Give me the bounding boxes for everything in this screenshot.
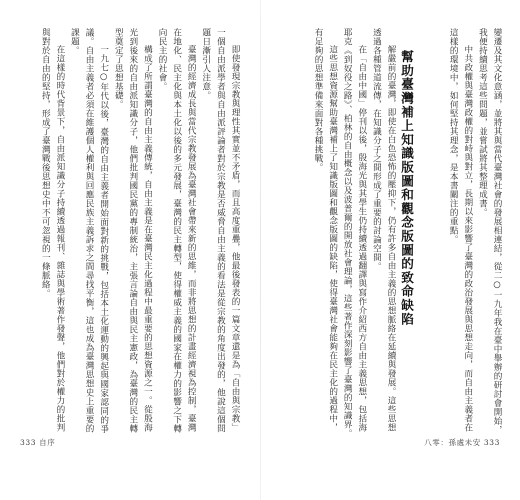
right-page-text-bottom — [278, 28, 398, 440]
paragraph: 構成了所謂臺灣的自由主義傳統，自由主義是在臺灣民主化過程中最重要的思想資源之一。從殷海光到後來的自由派知識分子，他們批判國民黨的專制統治，主張言論自由與民主憲政，為臺灣的民主轉型奠定了思想基礎。 — [113, 28, 153, 433]
paragraph: 在這樣的時代背景下，自由派知識分子持續透過報刊、雜誌與學術著作發聲，他們對於權力的批判與對於自由的堅持，形成了臺灣戰後思想史中不可忽視的一條脈絡。 — [40, 28, 65, 433]
left-page-text — [16, 28, 242, 440]
paragraph: 變遷及其文化意涵，並將其與當代臺灣社會的發展相連結，從二○一九年我在臺中舉辦的研討會開始，我便持續思考這些問題，並嘗試將其整理成書。 — [477, 28, 502, 435]
left-page — [16, 28, 242, 440]
right-page-text-top — [432, 28, 504, 440]
left-page-footer: 333 自序 — [20, 438, 56, 447]
paragraph: 即使發現宗教與理性其實並不矛盾，而且高度重疊，他最後發表的一篇文章還是為「自由與宗教」一個自由派學者與自由派評論者對於宗教是否威脅自由主義的看法是從宗教的角度出發的，他說這個問題日漸引人注意。 — [200, 28, 240, 433]
section-heading: 幫助臺灣補上知識版圖和觀念版圖的致命缺陷 — [399, 50, 414, 326]
paragraph: 這些思想資源幫助臺灣補上了知識版圖和觀念版圖的缺陷，使得臺灣社會能夠在民主化的過程中，有足夠的思想準備來面對各種挑戰。 — [313, 28, 338, 433]
paragraph: 解嚴前的臺灣，即使在白色恐怖的壓抑下，仍有許多自由主義的思想脈絡在延續與發展。這些思想透過各種管道流傳，在知識分子之間形成了重要的討論空間。 — [371, 28, 396, 433]
right-page — [278, 28, 504, 440]
paragraph: 一九七○年代以後，臺灣的自由主義者開始面對新的挑戰，包括本土化運動的興起與國家認同的爭議。自由主義者必須在維護個人權利與回應民族主義訴求之間尋找平衡，這也成為臺灣思想史上重要的課題。 — [69, 28, 109, 434]
paragraph: 在「自由中國」停刊以後，殷海光與其學生仍持續透過翻譯與寫作介紹西方自由主義思想，包括海耶克《到奴役之路》、柏林的自由概念以及波普爾的開放社會理論，這些著作深刻影響了臺灣的知識界。 — [342, 28, 367, 438]
book-gutter — [260, 0, 261, 500]
paragraph: 臺灣的經濟成長與當代宗教發展為臺灣社會帶來新的思維，而非將思想的計畫經濟視為控制，臺灣在地化、民主化與本土化以後的多元發展，臺灣的民主轉型，使得權威主義的國家在權力的影響之下轉向民主的社會。 — [157, 28, 197, 433]
right-page-footer: 八零：孫處未安 333 — [424, 438, 500, 447]
paragraph: 中共政權與臺灣政權的對峙與對立，長期以來影響了臺灣的政治發展與思想走向，而自由主義者在這樣的環境中，如何堅持其理念，是本書關注的重點。 — [448, 28, 473, 433]
